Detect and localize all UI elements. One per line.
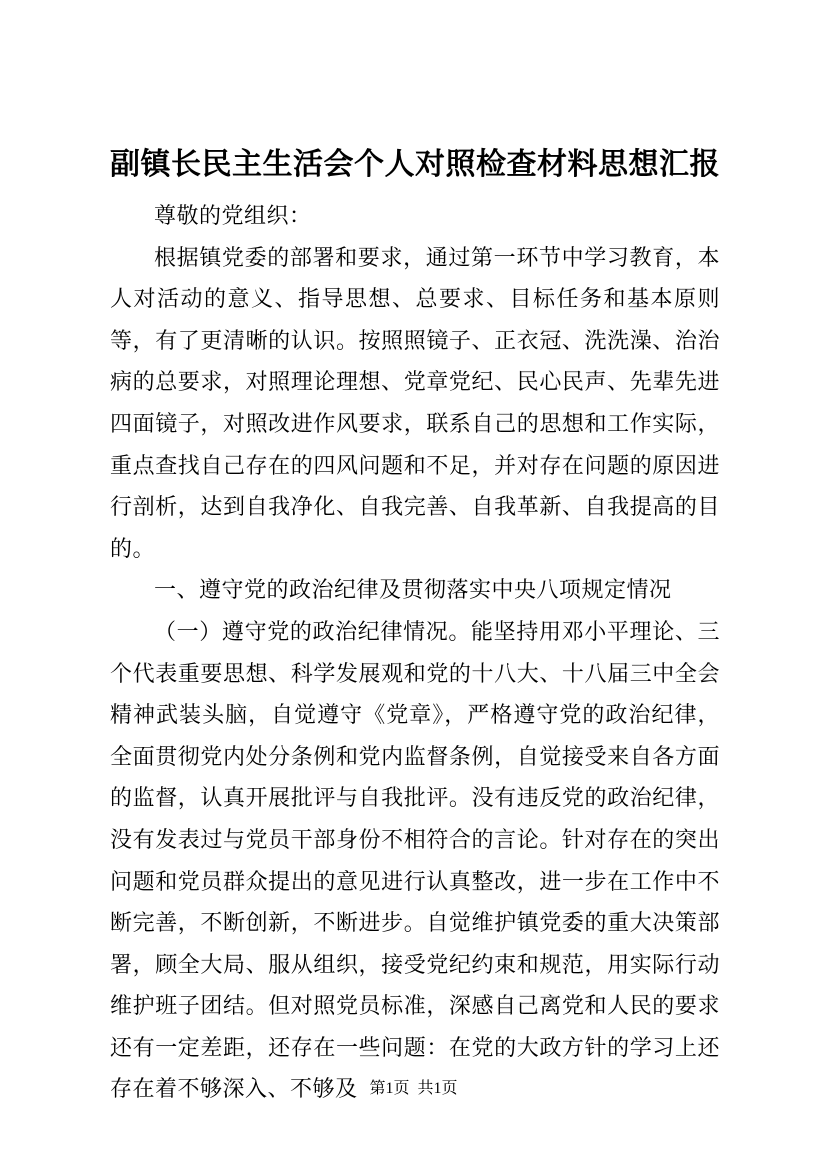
paragraph-section-heading: 一、遵守党的政治纪律及贯彻落实中央八项规定情况 [154,577,672,603]
paragraph-introduction: 根据镇党委的部署和要求，通过第一环节中学习教育，本人对活动的意义、指导思想、总要求、目标任务和基本原则等，有了更清晰的认识。按照照镜子、正衣冠、洗洗澡、治治病的总要求，对照理论理想、党章党纪、民心民声、先辈先进四面镜子，对照改进作风要求，联系自己的思想和工作实际，重点查找自己存在的四风问题和不足，并对存在问题的原因进行剖析，达到自我净化、自我完善、自我革新、自我提高的目的。 [110,244,720,561]
paragraph-body: （一）遵守党的政治纪律情况。能坚持用邓小平理论、三个代表重要思想、科学发展观和党的十八大、十八届三中全会精神武装头脑，自觉遵守《党章》，严格遵守党的政治纪律，全面贯彻党内处分条例和党内监督条例，自觉接受来自各方面的监督，认真开展批评与自我批评。没有违反党的政治纪律，没有发表过与党员干部身份不相符合的言论。针对存在的突出问题和党员群众提出的意见进行认真整改，进一步在工作中不断完善，不断创新，不断进步。自觉维护镇党委的重大决策部署，顾全大局、服从组织，接受党纪约束和规范，用实际行动维护班子团结。但对照党员标准，深感自己离党和人民的要求还有一定差距，还存在一些问题：在党的大政方针的学习上还存在着不够深入、不够及 [110,618,720,1102]
document-title: 副镇长民主生活会个人对照检查材料思想汇报 [110,148,720,181]
page-number-footer: 第1页 共1页 [369,1080,458,1097]
paragraph-salutation: 尊敬的党组织： [154,203,312,228]
